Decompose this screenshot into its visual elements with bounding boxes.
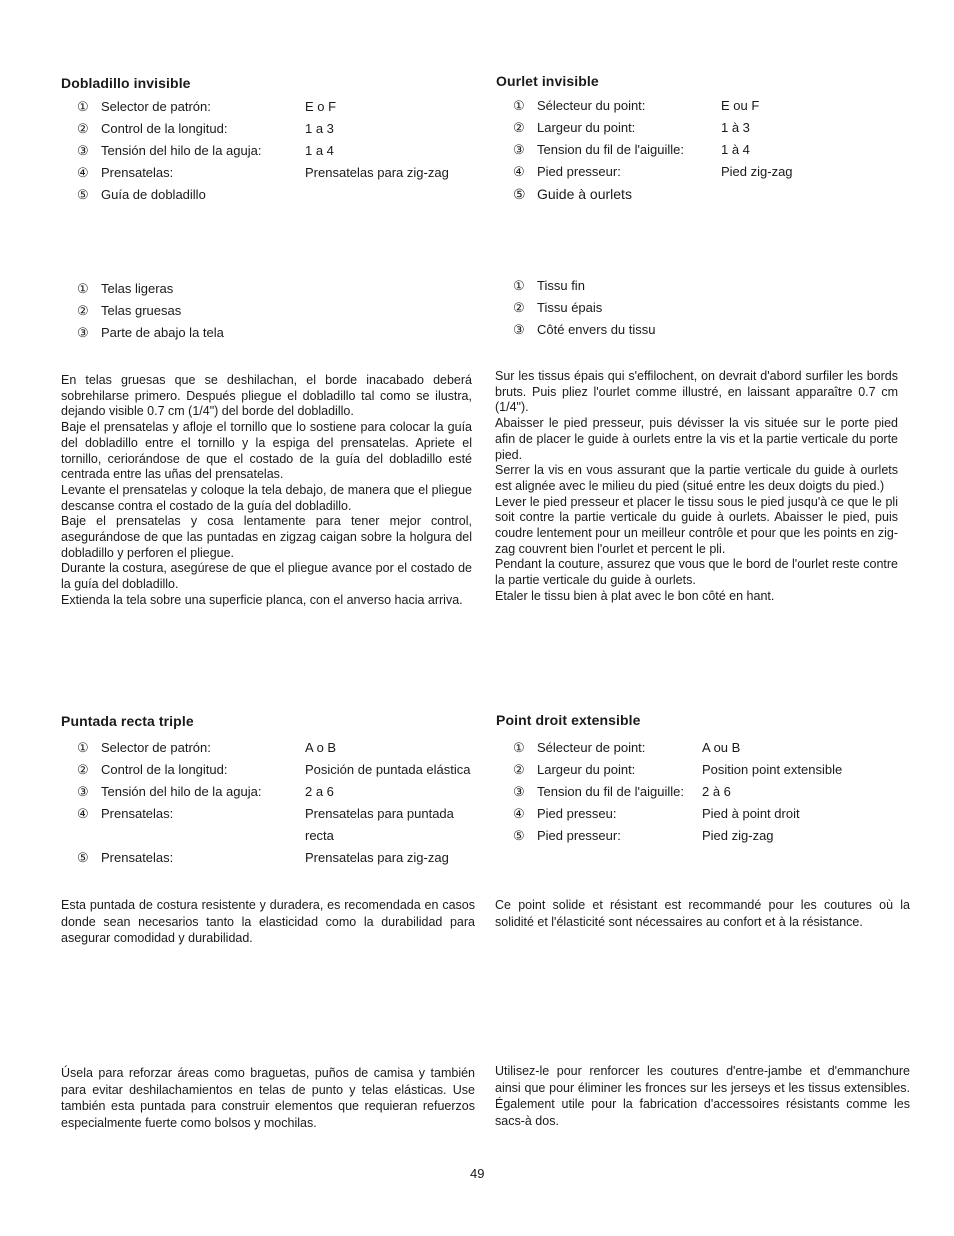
spec-row [77,184,477,206]
spec-row [77,118,477,140]
spec-label: Tension du fil de l'aiguille: [537,784,685,799]
number-circle-icon: ① [513,98,525,113]
spec-list-puntada-recta [77,737,477,869]
spec-row [513,161,903,183]
section-title-dobladillo: Dobladillo invisible [61,75,191,91]
spec-label: Tension du fil de l'aiguille: [537,142,685,157]
section-title-point-droit: Point droit extensible [496,712,641,728]
spec-row [513,781,903,803]
description-fr [495,897,910,930]
list-item-label: Parte de abajo la tela [101,325,224,340]
spec-label: Largeur du point: [537,762,636,777]
spec-row [513,759,903,781]
number-circle-icon: ⑤ [513,828,525,843]
number-circle-icon: ③ [77,784,89,799]
spec-value: A ou B [702,740,741,755]
spec-row [513,139,903,161]
spec-label: Tensión del hilo de la aguja: [101,784,262,799]
spec-value: 1 a 4 [305,143,334,158]
spec-value: recta [305,828,334,843]
spec-list-dobladillo [77,96,477,206]
spec-value: Pied à point droit [702,806,800,821]
number-circle-icon: ③ [77,325,89,340]
spec-label: Prensatelas: [101,850,174,865]
spec-value: Prensatelas para zig-zag [305,165,449,180]
spec-value: Posición de puntada elástica [305,762,471,777]
fabric-list-es [77,278,377,344]
list-item [513,297,813,319]
spec-label: Tensión del hilo de la aguja: [101,143,262,158]
list-item-label: Tissu fin [537,278,585,293]
spec-value: 1 à 4 [721,142,750,157]
spec-value: Prensatelas para puntada [305,806,454,821]
spec-row [513,183,903,205]
number-circle-icon: ③ [513,784,525,799]
list-item [77,322,377,344]
section-title-ourlet: Ourlet invisible [496,73,599,89]
description-es [61,897,475,947]
number-circle-icon: ⑤ [77,187,89,202]
spec-label: Selector de patrón: [101,740,211,755]
spec-row [77,737,477,759]
spec-label: Control de la longitud: [101,121,228,136]
paragraph: Abaisser le pied presseur, puis dévisser la vis située sur le porte pied afin de placer le guide à ourlets entre la vis et la partie verticale du porte pied. [495,416,898,462]
number-circle-icon: ② [77,121,89,136]
spec-value: Pied zig-zag [721,164,793,179]
spec-list-point-droit [513,737,903,847]
spec-row [513,737,903,759]
number-circle-icon: ② [513,762,525,777]
paragraph: Ce point solide et résistant est recommandé pour les coutures où la solidité et l'élasticité sont nécessaires au confort et à la résistance. [495,898,910,929]
number-circle-icon: ① [513,740,525,755]
list-item-label: Côté envers du tissu [537,322,656,337]
list-item [513,275,813,297]
spec-row [77,759,477,781]
number-circle-icon: ① [77,740,89,755]
spec-row [513,825,903,847]
spec-label: Pied presseu: [537,806,617,821]
paragraph: Baje el prensatelas y afloje el tornillo que lo sostiene para colocar la guía del dobladillo entre el tornillo y la espiga del prensatelas. Apriete el tornillo, ceriorándose de que el costado de la guía del dobladillo esté centrada entre las uñas del prensatelas. [61,420,472,482]
spec-value: E o F [305,99,337,114]
usage-es [61,1065,475,1131]
number-circle-icon: ⑤ [77,850,89,865]
number-circle-icon: ③ [77,143,89,158]
spec-row [77,803,477,825]
number-circle-icon: ② [513,300,525,315]
spec-row [77,162,477,184]
spec-row [513,117,903,139]
instructions-fr [495,369,898,605]
page-number: 49 [470,1166,485,1181]
list-item [513,319,813,341]
spec-value: 2 à 6 [702,784,731,799]
number-circle-icon: ② [77,303,89,318]
spec-label: Control de la longitud: [101,762,228,777]
spec-value: Position point extensible [702,762,843,777]
number-circle-icon: ③ [513,322,525,337]
spec-row [77,847,477,869]
spec-label: Largeur du point: [537,120,636,135]
paragraph: Durante la costura, asegúrese de que el pliegue avance por el costado de la guía del dobladillo. [61,561,472,592]
paragraph: Lever le pied presseur et placer le tissu sous le pied jusqu'à ce que le pli soit contre la partie verticale du guide à ourlets. Abaisser le pied, puis coudre lentement pour un meilleur contrôle et pour que les points en zig-zag couvrent bien l'ourlet et percent le pli. [495,494,898,556]
number-circle-icon: ④ [77,806,89,821]
paragraph: Levante el prensatelas y coloque la tela debajo, de manera que el pliegue descanse contra el costado de la guía del dobladillo. [61,482,472,513]
paragraph: Sur les tissus épais qui s'effilochent, on devrait d'abord surfiler les bords bruts. Puis pliez l'ourlet comme illustré, en laissant apparaître 0.7 cm (1/4"). [495,369,898,415]
list-item-label: Telas gruesas [101,303,182,318]
number-circle-icon: ④ [77,165,89,180]
spec-label: Guía de dobladillo [101,187,206,202]
spec-row [77,96,477,118]
paragraph: Utilisez-le pour renforcer les coutures d'entre-jambe et d'emmanchure ainsi que pour éliminer les fronces sur les jerseys et les tissus extensibles. Également utile pour la fabrication d'accessoires résistants comme les sacs-à dos. [495,1064,910,1128]
list-item-label: Telas ligeras [101,281,174,296]
list-item [77,278,377,300]
spec-label: Pied presseur: [537,828,621,843]
spec-label: Sélecteur de point: [537,740,646,755]
spec-label: Prensatelas: [101,806,174,821]
number-circle-icon: ⑤ [513,186,526,202]
paragraph: Extienda la tela sobre una superficie planca, con el anverso hacia arriva. [61,592,463,607]
spec-value: Prensatelas para zig-zag [305,850,449,865]
spec-label: Guide à ourlets [537,186,632,202]
list-item-label: Tissu épais [537,300,603,315]
section-title-puntada-recta: Puntada recta triple [61,713,194,729]
number-circle-icon: ② [513,120,525,135]
spec-value: Pied zig-zag [702,828,774,843]
spec-label: Selector de patrón: [101,99,211,114]
paragraph: Serrer la vis en vous assurant que la partie verticale du guide à ourlets est alignée avec le milieu du pied (situé entre les deux doigts du pied.) [495,463,898,493]
spec-value: 2 a 6 [305,784,334,799]
paragraph: Baje el prensatelas y cosa lentamente para tener mejor control, asegurándose de que las puntadas en zigzag caigan sobre la holgura del dobladillo y perforen el pliegue. [61,514,472,560]
number-circle-icon: ① [77,281,89,296]
number-circle-icon: ④ [513,806,525,821]
number-circle-icon: ① [513,278,525,293]
spec-row [513,95,903,117]
spec-value: E ou F [721,98,760,113]
spec-value: 1 a 3 [305,121,334,136]
spec-label: Pied presseur: [537,164,621,179]
spec-row [513,803,903,825]
spec-row [77,781,477,803]
spec-row [77,140,477,162]
spec-list-ourlet [513,95,903,205]
number-circle-icon: ① [77,99,89,114]
paragraph: Úsela para reforzar áreas como braguetas, puños de camisa y también para evitar deshilachamientos en telas de punto y telas elásticas. Use también esta puntada para construir elementos que requieran refuerzos especialmente fuerte como bolsos y mochilas. [61,1066,475,1130]
spec-row-continuation [77,825,477,847]
number-circle-icon: ③ [513,142,525,157]
paragraph: Pendant la couture, assurez que vous que le bord de l'ourlet reste contre la partie verticale du guide à ourlets. [495,557,898,588]
usage-fr [495,1063,910,1129]
instructions-es [61,373,472,609]
list-item [77,300,377,322]
spec-label: Sélecteur du point: [537,98,646,113]
spec-value: 1 à 3 [721,120,750,135]
fabric-list-fr [513,275,813,341]
spec-label: Prensatelas: [101,165,174,180]
spec-value: A o B [305,740,337,755]
paragraph: Esta puntada de costura resistente y duradera, es recomendada en casos donde sean necesarios tanto la elasticidad como la durabilidad para asegurar comodidad y durabilidad. [61,898,475,945]
number-circle-icon: ② [77,762,89,777]
paragraph: Etaler le tissu bien à plat avec le bon côté en hant. [495,588,775,603]
number-circle-icon: ④ [513,164,525,179]
paragraph: En telas gruesas que se deshilachan, el borde inacabado deberá sobrehilarse primero. Después pliegue el dobladillo tal como se ilustra, dejando visible 0.7 cm (1/4") del borde del dobladillo. [61,373,472,419]
